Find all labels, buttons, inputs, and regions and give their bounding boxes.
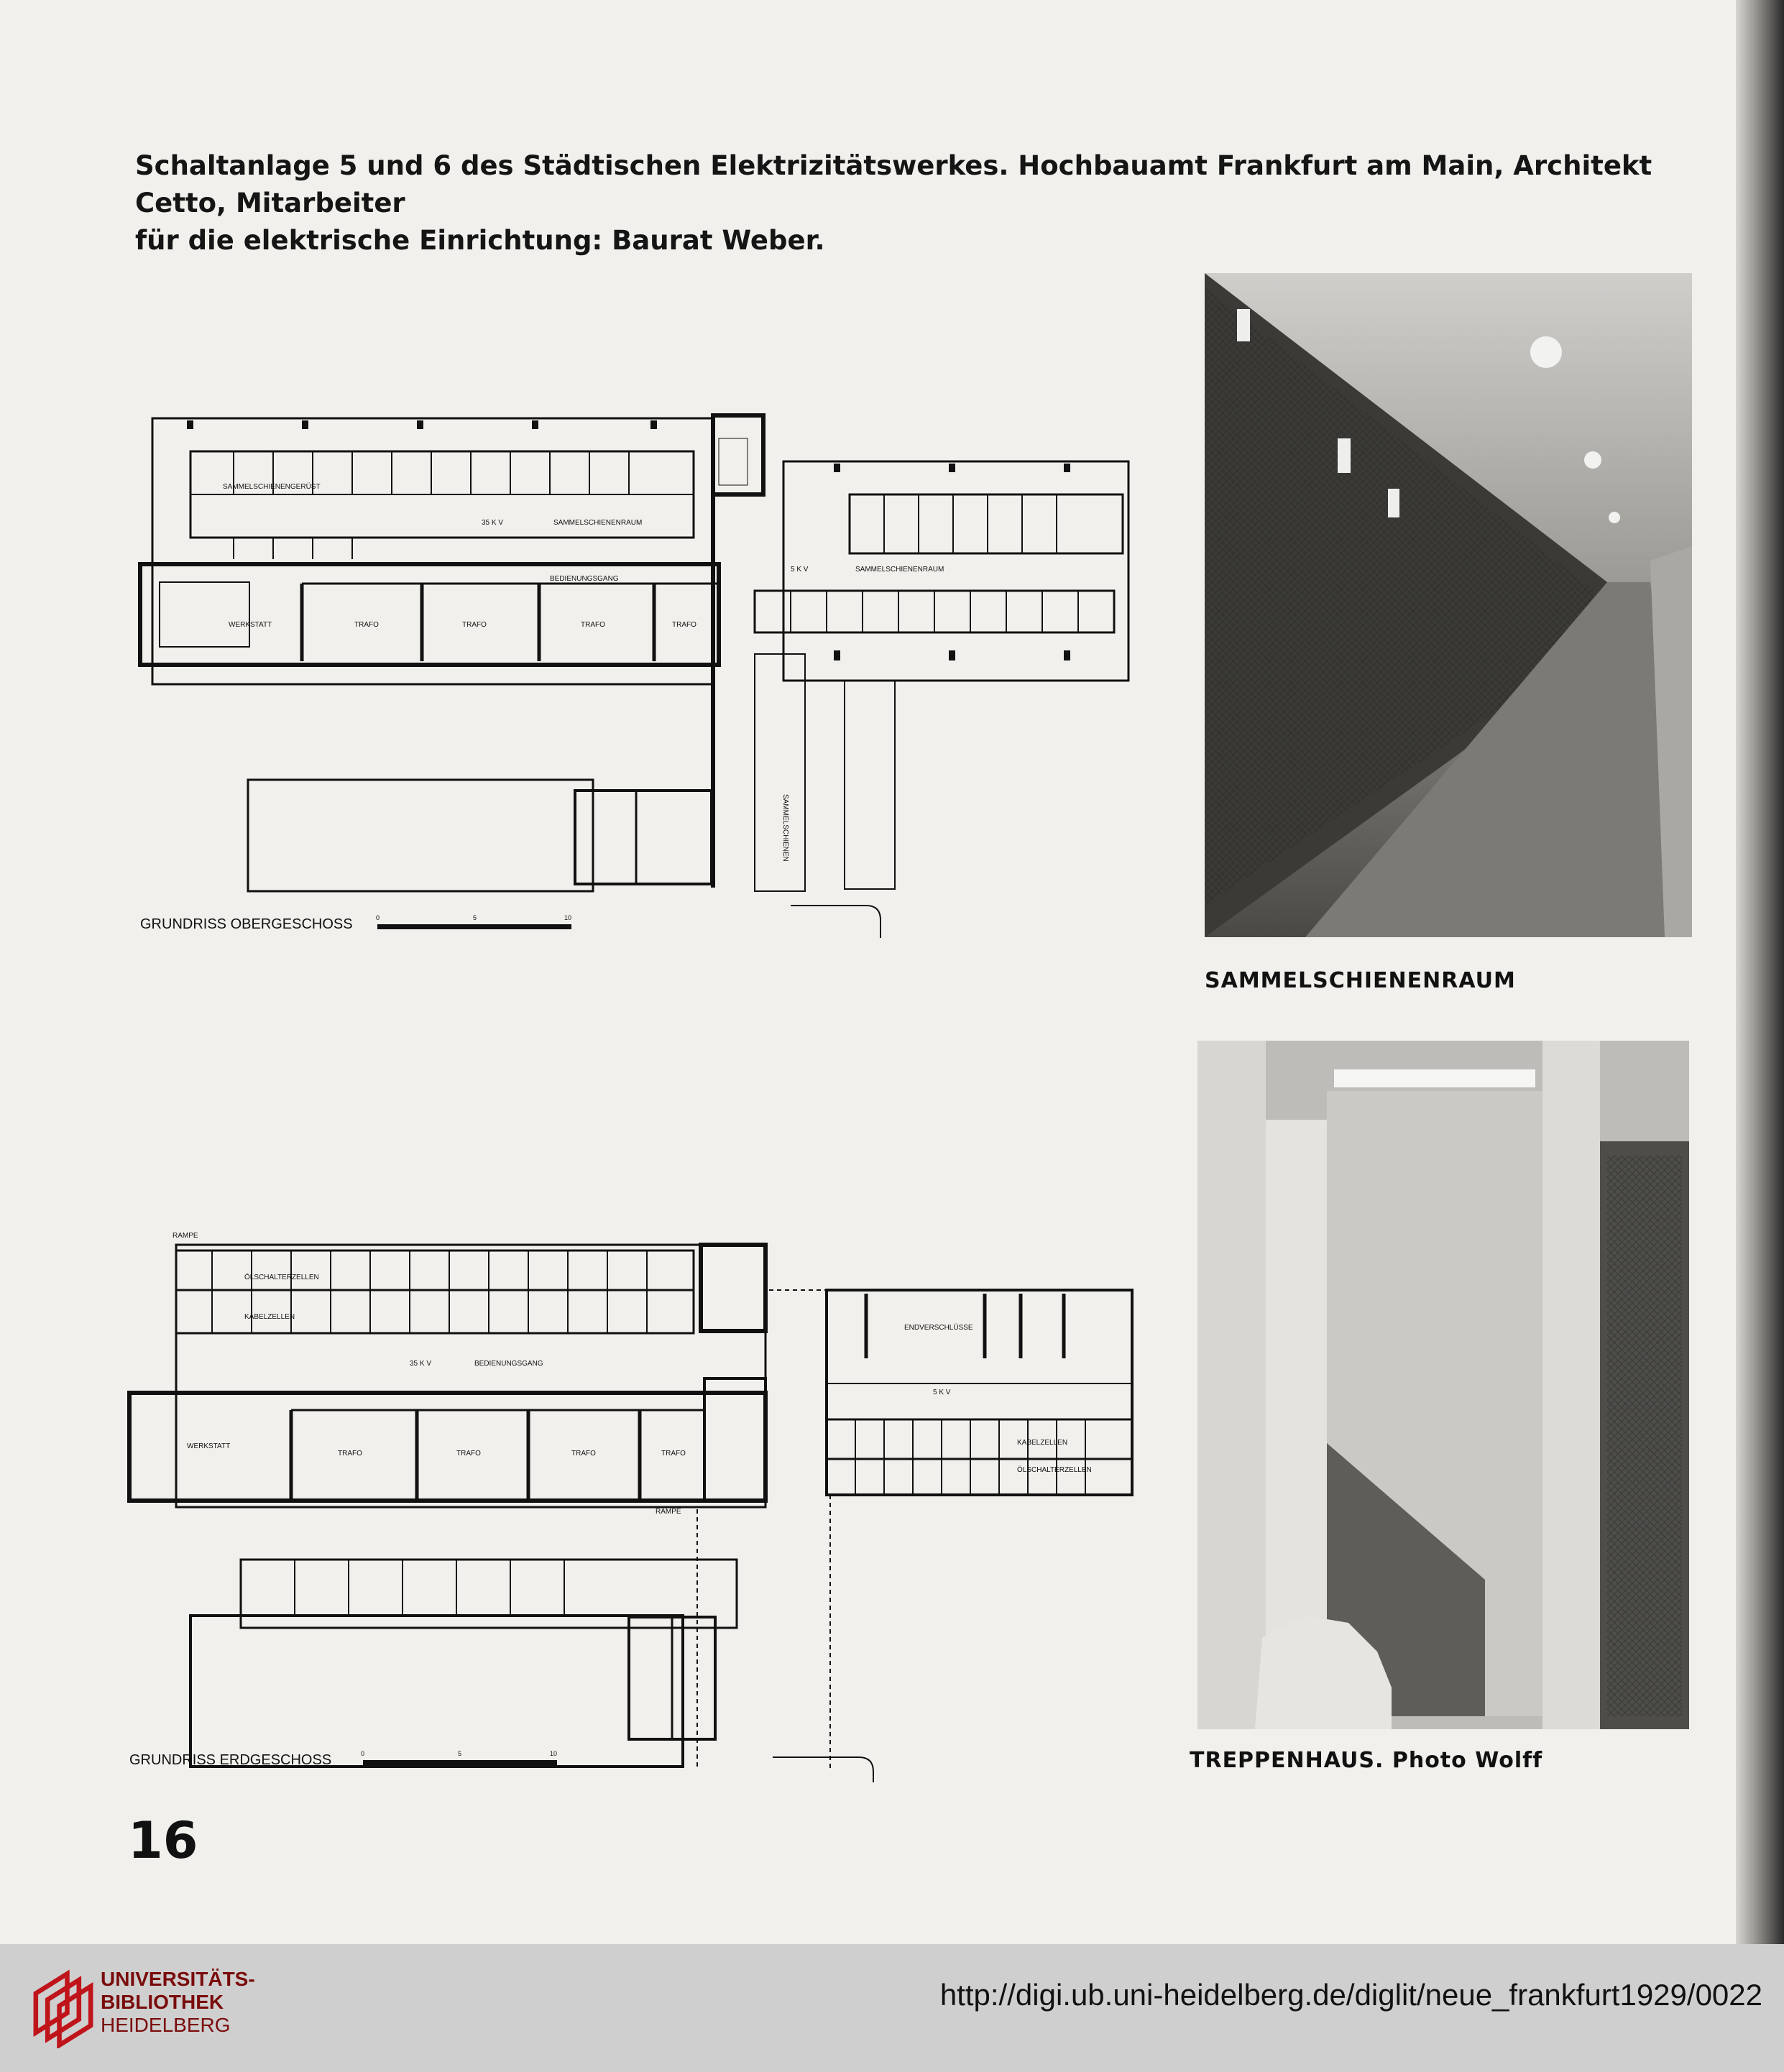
- library-name-line-3: HEIDELBERG: [101, 2014, 231, 2036]
- photo-sammelschienenraum: [1205, 273, 1692, 937]
- label-5kv: 5 K V: [933, 1389, 951, 1396]
- library-name-line-2: BIBLIOTHEK: [101, 1991, 224, 2013]
- caption-line-1: Schaltanlage 5 und 6 des Städtischen Elektrizitätswerkes. Hochbauamt Frankfurt am Main, Architekt Cetto, Mitarbeiter: [135, 150, 1652, 218]
- book-spine: [1736, 0, 1784, 1944]
- label-sammelschienenraum-right: SAMMELSCHIENENRAUM: [855, 566, 944, 574]
- caption-photo-top: SAMMELSCHIENENRAUM: [1205, 968, 1516, 993]
- label-35kv: 35 K V: [410, 1360, 432, 1368]
- scale-tick: 5: [458, 1750, 462, 1757]
- floor-plan-lower: [108, 1222, 1200, 1782]
- permalink-url[interactable]: http://digi.ub.uni-heidelberg.de/diglit/neue_frankfurt1929/0022: [939, 1978, 1762, 2012]
- label-5kv: 5 K V: [791, 566, 809, 574]
- page-number: 16: [128, 1811, 198, 1870]
- label-trafo-3: TRAFO: [581, 621, 605, 629]
- label-werkstatt: WERKSTATT: [187, 1442, 231, 1450]
- label-endverschluesse: ENDVERSCHLÜSSE: [904, 1324, 973, 1332]
- label-trafo-1: TRAFO: [338, 1450, 362, 1458]
- page-caption: [135, 147, 1702, 259]
- label-rampe-top: RAMPE: [173, 1232, 198, 1240]
- caption-line-2: für die elektrische Einrichtung: Baurat Weber.: [135, 225, 825, 256]
- scale-tick: 0: [361, 1750, 365, 1757]
- label-rampe-bottom: RAMPE: [656, 1508, 681, 1516]
- label-werkstatt: WERKSTATT: [229, 621, 272, 629]
- label-trafo-2: TRAFO: [462, 621, 487, 629]
- plan-title-upper: GRUNDRISS OBERGESCHOSS: [140, 916, 353, 932]
- label-sammelschienengeruest: SAMMELSCHIENENGERÜST: [223, 483, 321, 491]
- scale-bar-upper: [376, 914, 571, 929]
- label-bedienungsgang: BEDIENUNGSGANG: [550, 575, 619, 583]
- scale-tick: 5: [473, 914, 477, 921]
- scale-tick: 10: [550, 1750, 558, 1757]
- scale-bar-lower: [361, 1750, 557, 1765]
- label-trafo-1: TRAFO: [354, 621, 379, 629]
- label-oelschalterzellen-right: ÖLSCHALTERZELLEN: [1017, 1466, 1092, 1474]
- label-trafo-4: TRAFO: [661, 1450, 686, 1458]
- scale-tick: 0: [376, 914, 380, 921]
- label-kabelzellen: KABELZELLEN: [244, 1313, 295, 1321]
- library-name-line-1: UNIVERSITÄTS-: [101, 1968, 255, 1990]
- label-kabelzellen-right: KABELZELLEN: [1017, 1439, 1068, 1447]
- label-trafo-4: TRAFO: [672, 621, 696, 629]
- label-trafo-3: TRAFO: [571, 1450, 596, 1458]
- scale-tick: 10: [564, 914, 572, 921]
- floor-plan-upper: [108, 402, 1200, 949]
- library-logo-icon: [20, 1962, 106, 2048]
- photo-treppenhaus: [1197, 1041, 1689, 1729]
- plan-title-lower: GRUNDRISS ERDGESCHOSS: [129, 1752, 332, 1768]
- library-name: [101, 1968, 255, 2037]
- label-sammelschienen: SAMMELSCHIENEN: [781, 794, 789, 862]
- label-bedienungsgang: BEDIENUNGSGANG: [474, 1360, 543, 1368]
- library-footer: [0, 1944, 1784, 2072]
- label-35kv: 35 K V: [482, 519, 504, 527]
- label-oelschalterzellen: ÖLSCHALTERZELLEN: [244, 1274, 319, 1281]
- label-sammelschienenraum-left: SAMMELSCHIENENRAUM: [553, 519, 643, 527]
- caption-photo-bottom: TREPPENHAUS. Photo Wolff: [1190, 1748, 1543, 1773]
- label-trafo-2: TRAFO: [456, 1450, 481, 1458]
